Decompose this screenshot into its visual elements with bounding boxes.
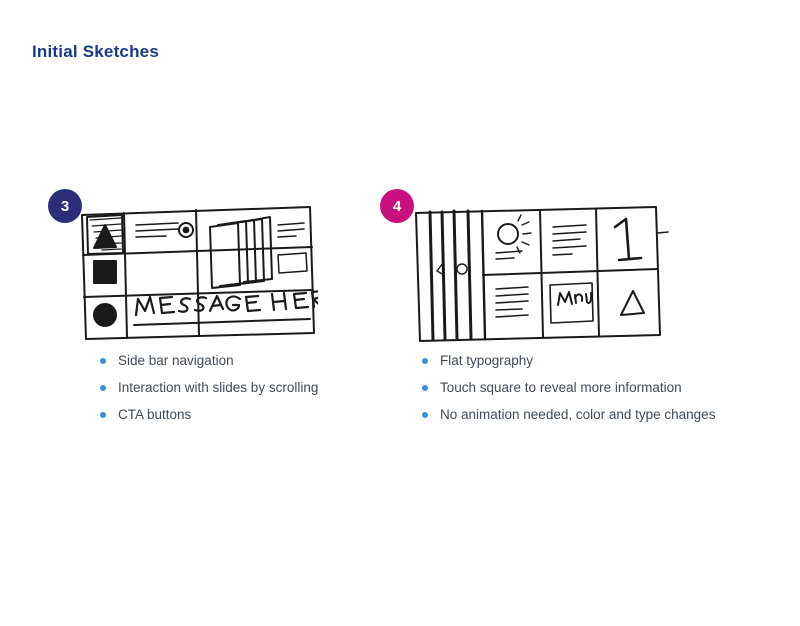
sketch-drawing-4	[410, 193, 670, 348]
sketch-4-bullet-list	[422, 353, 715, 434]
list-item: Side bar navigation	[100, 353, 318, 368]
list-item: Interaction with slides by scrolling	[100, 380, 318, 395]
list-item: CTA buttons	[100, 407, 318, 422]
sketch-number-badge-3: 3	[48, 189, 82, 223]
list-item: Touch square to reveal more information	[422, 380, 715, 395]
page-title: Initial Sketches	[32, 42, 159, 61]
list-item: Flat typography	[422, 353, 715, 368]
sketch-3-bullet-list	[100, 353, 318, 434]
list-item: No animation needed, color and type changes	[422, 407, 715, 422]
sketch-drawing-3	[78, 193, 318, 348]
sketch-number-badge-4: 4	[380, 189, 414, 223]
